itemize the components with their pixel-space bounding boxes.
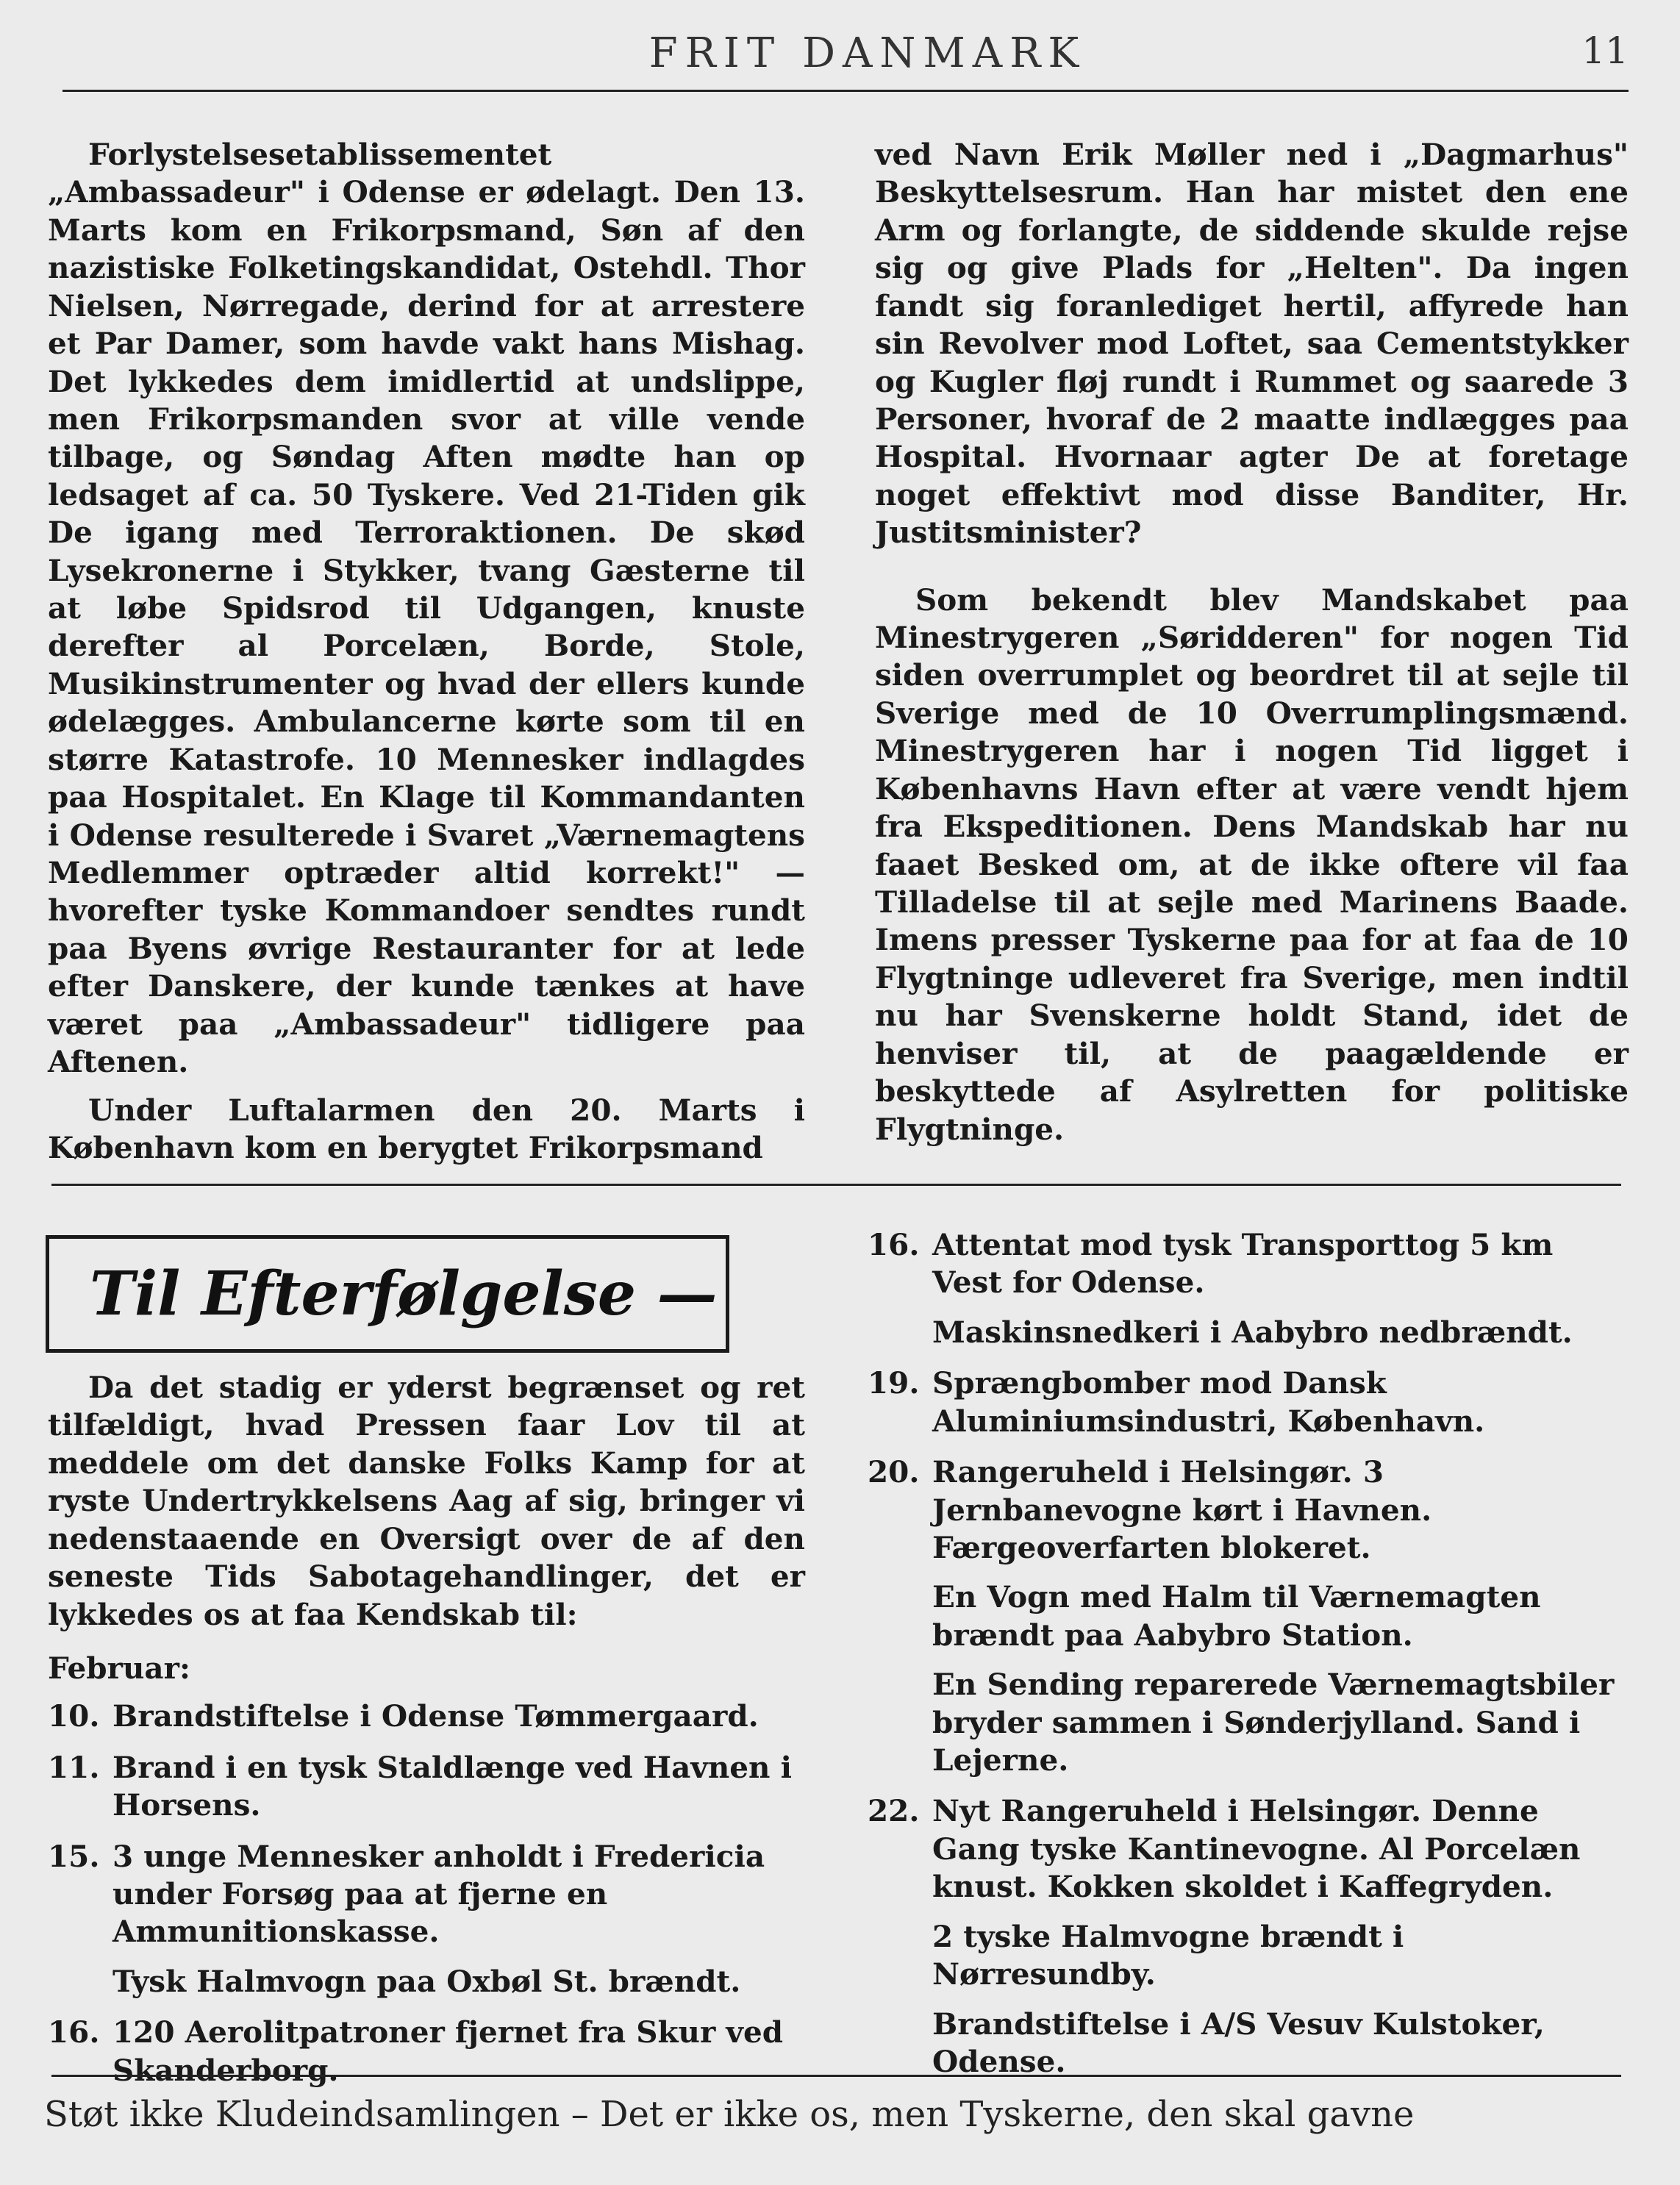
section-title-box — [46, 1235, 729, 1353]
article-paragraph: Forlystelsesetablissementet „Ambassadeur" i Odense er ødelagt. Den 13. Marts kom en Frikorpsmand, Søn af den nazistiske Folketingskandidat, Ostehdl. Thor Nielsen, Nørregade, derind for at arrestere et Par Damer, som havde vakt hans Mishag. Det lykkedes dem imidlertid at undslippe, men Frikorpsmanden svor at ville vende tilbage, og Søndag Aften mødte han op ledsaget af ca. 50 Tyskere. Ved 21-Tiden gik De igang med Terroraktionen. De skød Lysekronerne i Stykker, tvang Gæsterne til at løbe Spidsrod til Udgangen, knuste derefter al Porcelæn, Borde, Stole, Musikinstrumenter og hvad der ellers kunde ødelægges. Ambulancerne kørte som til en større Katastrofe. 10 Mennesker indlagdes paa Hospitalet. En Klage til Kommandanten i Odense resulterede i Svaret „Værnemagtens Medlemmer optræder altid korrekt!" — hvorefter tyske Kommandoer sendtes rundt paa Byens øvrige Restauranter for at lede efter Danskere, der kunde tænkes at have været paa „Ambassadeur" tidligere paa Aftenen. — [48, 137, 805, 1080]
article-paragraph: Under Luftalarmen den 20. Marts i København kom en berygtet Frikorpsmand — [48, 1092, 805, 1165]
sabotage-list-left-column — [48, 1369, 805, 2089]
entry-text: 120 Aerolitpatroner fjernet fra Skur ved Skanderborg. — [112, 2014, 784, 2088]
entry-date: 20. — [868, 1454, 920, 1490]
entry-date: 19. — [868, 1365, 920, 1401]
section-intro: Da det stadig er yderst begrænset og ret tilfældigt, hvad Pressen faar Lov til at meddele om det danske Folks Kamp for at ryste Undertrykkelsens Aag af sig, bringer vi nedenstaaende en Oversigt over de af den seneste Tids Sabotagehandlinger, det er lykkedes os at faa Kendskab til: — [48, 1370, 805, 1632]
section-rule — [51, 1184, 1621, 1186]
page-number: 11 — [1581, 29, 1629, 72]
list-item — [868, 1226, 1629, 1351]
article-paragraph: Som bekendt blev Mandskabet paa Minestrygeren „Søridderen" for nogen Tid siden overrumplet og beordret til at sejle til Sverige med de 10 Overrumplingsmænd. Minestrygeren har i nogen Tid ligget i Københavns Havn efter at være vendt hjem fra Ekspeditionen. Dens Mandskab har nu faaet Besked om, at de ikke oftere vil faa Tilladelse til at sejle med Marinens Baade. Imens presser Tyskerne paa for at faa de 10 Flygtninge udleveret fra Sverige, men indtil nu har Svenskerne holdt Stand, idet de henviser til, at de paagældende er beskyttede af Asylretten for politiske Flygtninge. — [875, 582, 1629, 1147]
entry-text: Rangeruheld i Helsingør. 3 Jernbanevogne kørt i Havnen. Færgeoverfarten blokeret. — [932, 1454, 1432, 1565]
entry-text: Sprængbomber mod Dansk Aluminiumsindustri, København. — [932, 1365, 1485, 1439]
masthead: FRIT DANMARK — [648, 29, 1087, 77]
entry-date: 10. — [48, 1698, 100, 1734]
footer-rule — [51, 2075, 1621, 2077]
entry-text: En Vogn med Halm til Værnemagten brændt paa Aabybro Station. — [932, 1579, 1541, 1653]
sabotage-list-right-column — [868, 1226, 1629, 2081]
entry-text: En Sending reparerede Værnemagtsbiler bryder sammen i Sønderjylland. Sand i Lejerne. — [932, 1667, 1615, 1778]
list-item — [48, 1749, 805, 1825]
entry-date: 16. — [48, 2014, 100, 2050]
entries-right — [868, 1226, 1629, 2081]
list-item — [48, 2014, 805, 2089]
entry-text: Attentat mod tysk Transporttog 5 km Vest for Odense. — [932, 1227, 1554, 1301]
list-item — [48, 1838, 805, 2001]
entry-text: Brand i en tysk Staldlænge ved Havnen i Horsens. — [112, 1749, 792, 1823]
list-item — [48, 1698, 805, 1735]
entry-date: 16. — [868, 1227, 920, 1262]
entry-text: Tysk Halmvogn paa Oxbøl St. brændt. — [112, 1963, 741, 1999]
list-item — [868, 1365, 1629, 1440]
article-paragraph: ved Navn Erik Møller ned i „Dagmarhus" Beskyttelsesrum. Han har mistet den ene Arm og forlangte, de siddende skulde rejse sig og give Plads for „Helten". Da ingen fandt sig foranlediget hertil, affyrede han sin Revolver mod Loftet, saa Cementstykker og Kugler fløj rundt i Rummet og saarede 3 Personer, hvoraf de 2 maatte indlægges paa Hospital. Hvornaar agter De at foretage noget effektivt mod disse Banditer, Hr. Justitsminister? — [875, 137, 1629, 551]
article-top-left-column — [48, 136, 805, 1167]
list-item — [868, 1792, 1629, 2081]
header-rule — [62, 90, 1629, 92]
page-header — [0, 29, 1680, 88]
footer-slogan: Støt ikke Kludeindsamlingen – Det er ikke os, men Tyskerne, den skal gavne — [44, 2094, 1415, 2135]
entry-text: 3 unge Mennesker anholdt i Fredericia under Forsøg paa at fjerne en Ammunitionskasse. — [112, 1838, 765, 1950]
article-top-right-column — [875, 136, 1629, 1148]
entry-text: 2 tyske Halmvogne brændt i Nørresundby. — [932, 1918, 1404, 1992]
list-item — [868, 1453, 1629, 1779]
entry-text: Maskinsnedkeri i Aabybro nedbrændt. — [932, 1314, 1573, 1350]
section-title: Til Efterfølgelse — — [90, 1259, 718, 1329]
entries-left — [48, 1698, 805, 2089]
entry-date: 15. — [48, 1838, 100, 1874]
entry-text: Nyt Rangeruheld i Helsingør. Denne Gang tyske Kantinevogne. Al Porcelæn knust. Kokken skoldet i Kaffegryden. — [932, 1793, 1581, 1905]
entry-text: Brandstiftelse i Odense Tømmergaard. — [112, 1698, 759, 1734]
entry-date: 22. — [868, 1793, 920, 1829]
month-heading: Februar: — [48, 1650, 190, 1686]
entry-text: Brandstiftelse i A/S Vesuv Kulstoker, Odense. — [932, 2006, 1545, 2080]
entry-date: 11. — [48, 1749, 100, 1785]
